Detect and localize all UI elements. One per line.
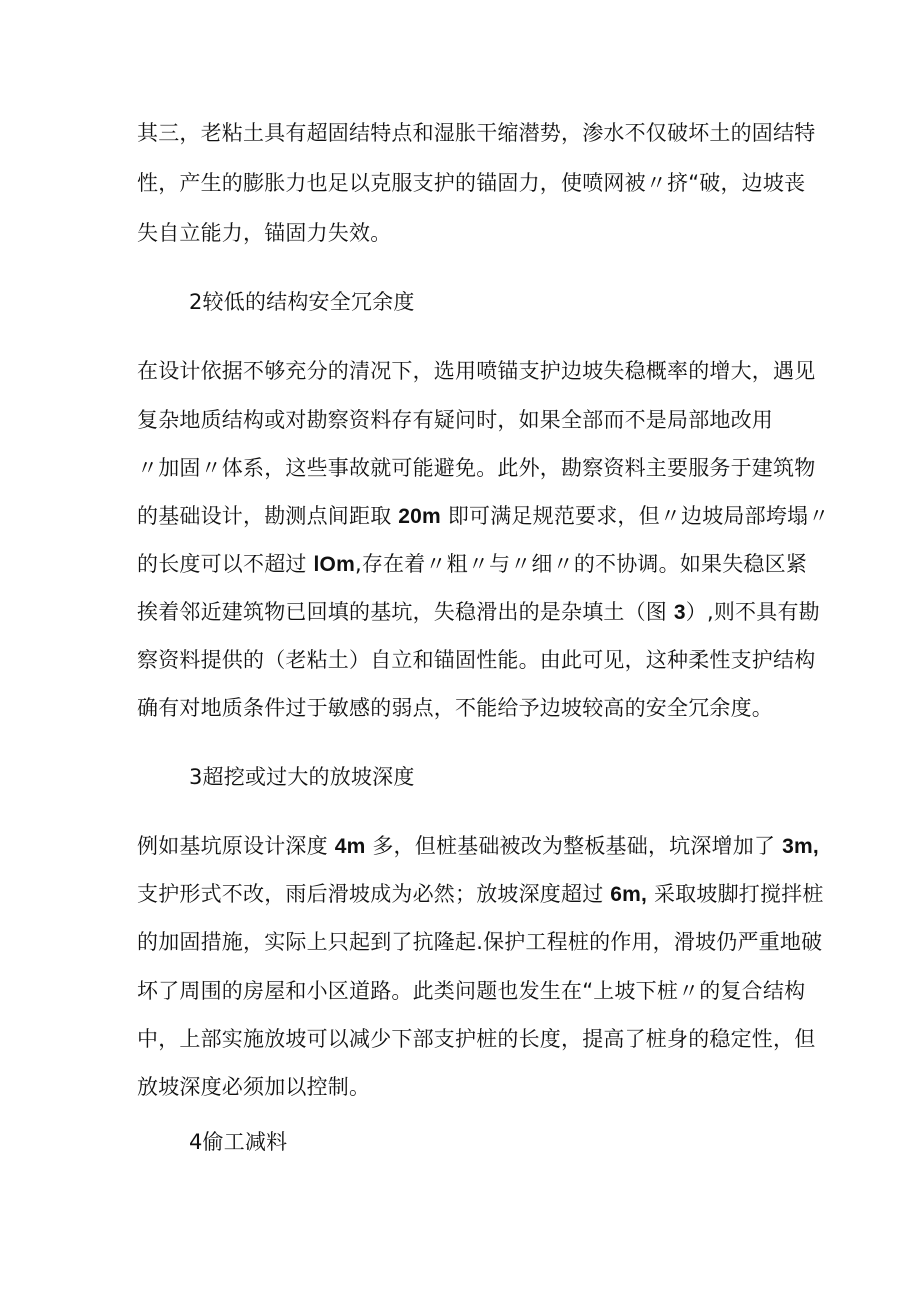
section-heading-3: 3超挖或过大的放坡深度 xyxy=(189,765,415,789)
text-segment: 的基础设计，勘测点间距取 xyxy=(137,504,392,528)
paragraph-3-line-5: 中，上部实施放坡可以减少下部支护桩的长度，提高了桩身的稳定性，但 xyxy=(137,1027,816,1051)
measurement-value: 6m, xyxy=(610,883,648,906)
text-segment: 多，但桩基础被改为整板基础，坑深增加了 xyxy=(372,834,776,858)
measurement-value: lOm xyxy=(313,553,355,576)
paragraph-2-line-2: 复杂地质结构或对勘察资料存有疑问时，如果全部而不是局部地改用 xyxy=(137,408,773,432)
text-segment: 例如基坑原设计深度 xyxy=(137,834,328,858)
text-segment: ）,则不具有勘 xyxy=(685,600,820,624)
paragraph-1-line-2: 性，产生的膨胀力也足以克服支护的锚固力，使喷网被〃挤“破，边坡丧 xyxy=(137,171,806,195)
paragraph-3-line-4: 坏了周围的房屋和小区道路。此类问题也发生在“上坡下桩〃的复合结构 xyxy=(137,979,806,1003)
paragraph-2-line-5 xyxy=(137,549,807,580)
text-segment: 的长度可以不超过 xyxy=(137,552,307,576)
paragraph-2-line-8: 确有对地质条件过于敏感的弱点，不能给予边坡较高的安全冗余度。 xyxy=(137,696,773,720)
paragraph-2-line-1: 在设计依据不够充分的清况下，选用喷锚支护边坡失稳概率的增大，遇见 xyxy=(137,359,816,383)
paragraph-3-line-1 xyxy=(137,831,819,862)
measurement-value: 4m xyxy=(334,835,366,858)
text-segment: 即可满足规范要求，但〃边坡局部垮塌〃 xyxy=(447,504,830,528)
text-segment: 采取坡脚打搅拌桩 xyxy=(653,882,824,906)
paragraph-3-line-3: 的加固措施，实际上只起到了抗隆起.保护工程桩的作用，滑坡仍严重地破 xyxy=(137,930,823,954)
section-heading-4: 4偷工减料 xyxy=(189,1130,288,1154)
measurement-value: 3m, xyxy=(782,835,819,858)
paragraph-2-line-6 xyxy=(137,597,820,628)
paragraph-2-line-3: 〃加固〃体系，这些事故就可能避免。此外，勘察资料主要服务于建筑物 xyxy=(137,456,816,480)
paragraph-2-line-7: 察资料提供的（老粘土）自立和锚固性能。由此可见，这种柔性支护结构 xyxy=(137,648,816,672)
paragraph-1-line-1: 其三，老粘土具有超固结特点和湿胀干缩潜势，渗水不仅破坏土的固结特 xyxy=(137,121,816,145)
paragraph-3-line-6: 放坡深度必须加以控制。 xyxy=(137,1075,371,1099)
text-segment: 支护形式不改，雨后滑坡成为必然；放坡深度超过 xyxy=(137,882,604,906)
figure-reference: 3 xyxy=(673,601,686,624)
paragraph-3-line-2 xyxy=(137,879,824,910)
section-heading-2: 2较低的结构安全冗余度 xyxy=(189,290,415,314)
measurement-value: 20m xyxy=(398,505,441,528)
paragraph-1-line-3: 失自立能力，锚固力失效。 xyxy=(137,221,392,245)
text-segment: 挨着邻近建筑物已回填的基坑，失稳滑出的是杂填土（图 xyxy=(137,600,667,624)
text-segment: ,存在着〃粗〃与〃细〃的不协调。如果失稳区紧 xyxy=(354,552,808,576)
paragraph-2-line-4 xyxy=(137,501,829,532)
